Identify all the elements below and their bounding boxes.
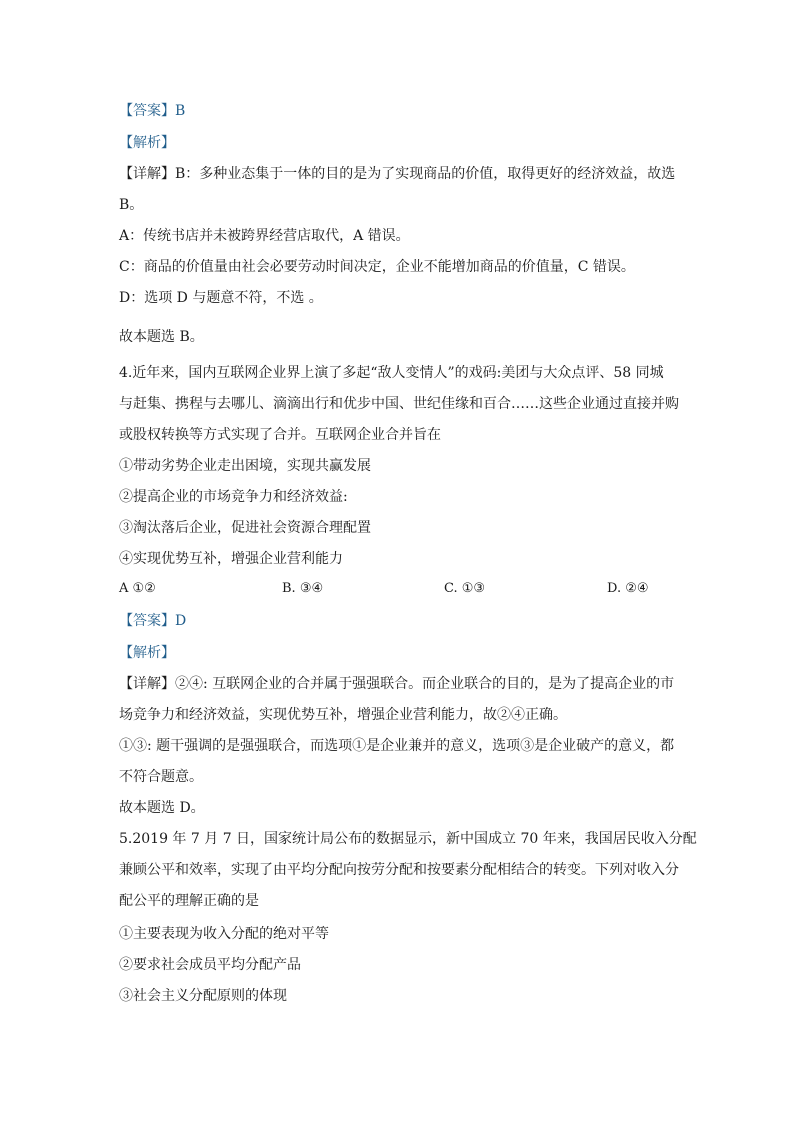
q3-option-c-explanation: C：商品的价值量由社会必要劳动时间决定，企业不能增加商品的价值量，C 错误。 [119,259,635,275]
q5-statement-1: ①主要表现为收入分配的绝对平等 [119,926,329,942]
q3-conclusion: 故本题选 B。 [119,329,204,345]
q4-stem-line-1: 4.近年来，国内互联网企业界上演了多起“敌人变情人”的戏码:美团与大众点评、58 同城 [119,365,664,381]
q4-statement-4: ④实现优势互补，增强企业营利能力 [119,551,343,567]
q4-option-b: B. ③④ [282,581,324,596]
q4-detail-line-2: 场竞争力和经济效益，实现优势互补，增强企业营利能力，故②④正确。 [119,707,567,723]
q3-analysis-heading: 【解析】 [119,135,175,151]
q4-statement-3: ③淘汰落后企业，促进社会资源合理配置 [119,520,371,536]
q4-detail-line-4: 不符合题意。 [119,769,203,785]
q5-statement-2: ②要求社会成员平均分配产品 [119,957,301,973]
q4-statement-1: ①带动劣势企业走出困境，实现共赢发展 [119,458,371,474]
q4-stem-line-3: 或股权转换等方式实现了合并。互联网企业合并旨在 [119,427,441,443]
q3-option-d-explanation: D：选项 D 与题意不符，不选 。 [119,290,323,306]
q3-detail-line-1: 【详解】B：多种业态集于一体的目的是为了实现商品的价值，取得更好的经济效益，故选 [119,166,676,182]
q5-stem-line-2: 兼顾公平和效率，实现了由平均分配向按劳分配和按要素分配相结合的转变。下列对收入分 [119,862,679,878]
q4-analysis-heading: 【解析】 [119,645,175,661]
q4-answer-options [119,581,679,601]
q3-option-a-explanation: A：传统书店并未被跨界经营店取代，A 错误。 [119,228,410,244]
q5-stem-line-1: 5.2019 年 7 月 7 日，国家统计局公布的数据显示，新中国成立 70 年来，我国居民收入分配 [119,831,697,847]
q4-statement-2: ②提高企业的市场竞争力和经济效益: [119,489,348,505]
q5-statement-3: ③社会主义分配原则的体现 [119,988,287,1004]
q4-stem-line-2: 与赶集、携程与去哪儿、滴滴出行和优步中国、世纪佳缘和百合……这些企业通过直接并购 [119,396,679,412]
q5-stem-line-3: 配公平的理解正确的是 [119,893,259,909]
q4-option-a: A ①② [119,581,156,596]
q3-detail-line-2: B。 [119,197,144,213]
q4-conclusion: 故本题选 D。 [119,800,205,816]
q4-detail-line-1: 【详解】②④: 互联网企业的合并属于强强联合。而企业联合的目的，是为了提高企业的市 [119,676,675,692]
q4-detail-line-3: ①③: 题干强调的是强强联合，而选项①是企业兼并的意义，选项③是企业破产的意义，都 [119,738,675,754]
q3-answer: 【答案】B [119,103,186,119]
q4-option-d: D. ②④ [607,581,649,596]
q4-option-c: C. ①③ [444,581,486,596]
q4-answer: 【答案】D [119,613,187,629]
